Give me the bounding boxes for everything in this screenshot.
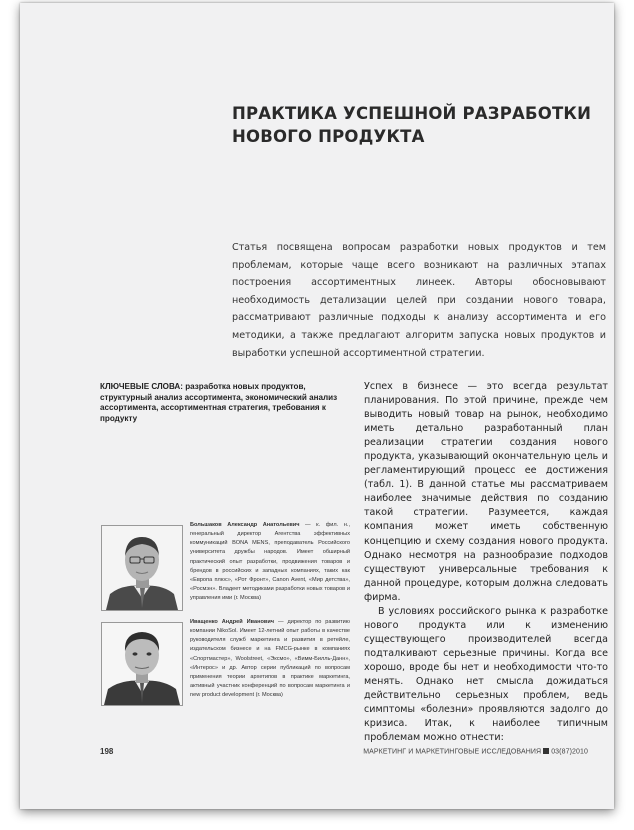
author-bio-2 xyxy=(190,618,350,700)
journal-issue: 03(87)2010 xyxy=(551,748,588,756)
article-body xyxy=(364,380,608,745)
author-portrait-2 xyxy=(102,623,182,705)
keywords: КЛЮЧЕВЫЕ СЛОВА: разработка новых продуктов, структурный анализ ассортимента, экономический анализ ассортимента, ассортиментная стратегия, требования к продукту xyxy=(100,382,338,423)
article-abstract: Статья посвящена вопросам разработки новых продуктов и тем проблемам, которые чаще всего возникают на различных этапах построения ассортиментных линеек. Авторы обосновывают необходимость детализации целей при создании нового товара, рассматривают различные подходы к анализу ассортимента и его методики, а также предлагают алгоритм запуска новых продуктов и выработки успешной ассортиментной стратегии. xyxy=(232,242,606,359)
author-photo-1 xyxy=(101,525,183,611)
author-bio-text-2: — директор по развитию компании NikoSol. Имеет 12-летний опыт работы в качестве руководителя служб маркетинга и развития в ретейле, издательском бизнесе и на FMCG-рынке в компаниях «Спортмастер», Woolstreet, «Эксмо», «Вимм-Билль-Данн», «Интерос» и др. Автор серии публикаций по вопросам применения теории архетипов в практике маркетинга, активный участник конференций по вопросам маркетинга и new product development (г. Москва) xyxy=(190,619,350,699)
author-bio-1 xyxy=(190,521,350,603)
square-separator-icon xyxy=(543,748,549,754)
author-name-1: Большаков Александр Анатольевич xyxy=(190,522,300,528)
author-portrait-1 xyxy=(102,526,182,610)
body-paragraph-2: В условиях российского рынка к разработке нового продукта или к изменению существующего производителей всегда подталкивают серьезные причины. Когда все хорошо, вроде бы нет и необходимости что-то менять. Однако нет смысла дожидаться действительно серьезных проблем, ведь симптомы «болезни» проявляются задолго до кризиса. Итак, к наиболее типичным проблемам можно отнести: xyxy=(364,605,608,744)
body-paragraph-1: Успех в бизнесе — это всегда результат планирования. По этой причине, прежде чем выводить новый товар на рынок, необходимо иметь детально разработанный план реализации стратегии создания нового продукта, указывающий окончательную цель и регламентирующий процесс ее достижения (табл. 1). В данной статье мы рассматриваем наиболее значимые действия по созданию такой стратегии. Разумеется, каждая компания может иметь собственную концепцию и схему создания нового продукта. Однако несмотря на разнообразие подходов существуют универсальные требования к данной процедуре, которым должна следовать фирма. xyxy=(364,381,608,603)
journal-page xyxy=(20,3,614,809)
journal-footer xyxy=(363,748,588,756)
author-name-2: Иващенко Андрей Иванович xyxy=(190,619,275,625)
page-number: 198 xyxy=(100,747,114,756)
journal-name: МАРКЕТИНГ И МАРКЕТИНГОВЫЕ ИССЛЕДОВАНИЯ xyxy=(363,748,542,756)
author-photo-2 xyxy=(101,622,183,706)
author-bio-text-1: — к. фил. н., генеральный директор Агентства эффективных коммуникаций BONA MENS, преподаватель Российского университета дружбы народов. Имеет обширный практический опыт разработки, продвижения товаров и брендов в российских и западных компаниях, таких как «Европа плюс», «Рот Фронт», Canon Avent, «Мир детства», «Росмэн». Владеет методиками разработки новых товаров и управления ими (г. Москва) xyxy=(190,522,350,602)
article-title: ПРАКТИКА УСПЕШНОЙ РАЗРАБОТКИ НОВОГО ПРОДУКТА xyxy=(232,104,592,146)
